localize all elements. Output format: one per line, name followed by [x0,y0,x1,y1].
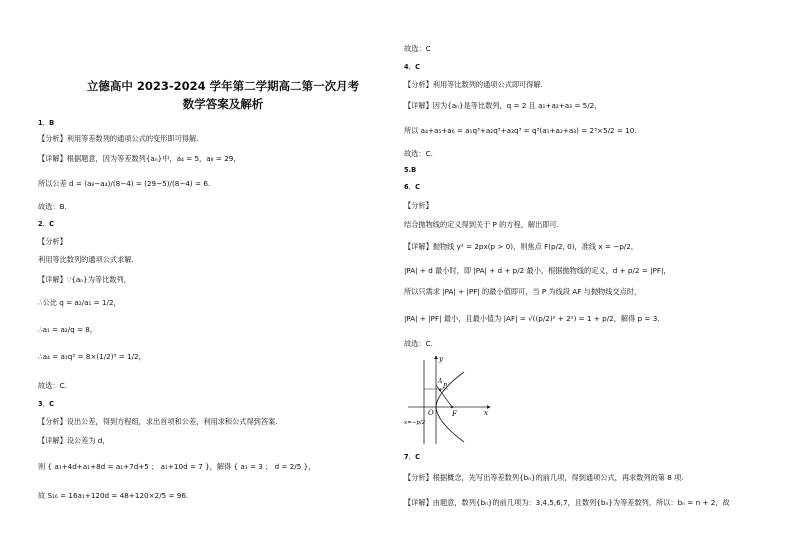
answer-2-analysis-heading: 【分析】 [38,237,67,246]
answer-2-step3: ∴a₄ = a₁q³ = 8×(1/2)³ = 1/2， [38,352,146,361]
answer-6-choice: 故选：C. [404,339,433,348]
answer-3-sum: 故 S₁₆ = 16a₁+120d = 48+120×2/5 = 96. [38,491,189,500]
directrix-label: x=−p/2 [404,420,426,426]
answer-7-analysis: 【分析】根据概念，先写出等差数列{bₙ}的前几项，得到通项公式，再求数列的第 8 项. [404,473,684,482]
document-title-line1: 立德高中 2023-2024 学年第二学期高二第一次月考 [86,79,360,93]
answer-6-number: 6．C [404,183,421,191]
answer-6-step3: |PA| + |PF| 最小，且最小值为 |AF| = √((p/2)² + 2²) = 1 + p/2，解得 p = 3. [404,314,660,323]
answer-2-analysis: 利用等比数列的通项公式求解. [38,255,134,264]
answer-6-detail: 【详解】抛物线 y² = 2px(p > 0)，则焦点 F(p/2, 0)，准线 x = −p/2， [404,242,638,251]
answer-3-number: 3．C [38,400,55,408]
focus-point [451,406,453,408]
focus-label: F [452,410,457,418]
answer-2-number: 2．C [38,220,55,228]
answer-3-system: 则 { a₁+4d+a₁+8d = a₁+7d+5 ； a₁+10d = 7 }，解得 { a₁ = 3 ； d = 2/5 }， [38,462,316,471]
document-title-line2: 数学答案及解析 [182,97,264,111]
answer-1-detail: 【详解】根据题意，因为等差数列{aₙ}中，a₄ = 5，a₈ = 29， [38,154,241,163]
answer-2-step2: ∴a₁ = a₂/q = 8， [38,325,98,334]
answer-6-step1: |PA| + d 最小时，即 |PA| + d + p/2 最小，根据抛物线的定义，d + p/2 = |PF|， [404,266,671,275]
answer-6-analysis: 结合抛物线的定义得到关于 P 的方程，解出即可. [404,220,559,229]
point-p [439,389,441,391]
parabola-graph [404,352,494,447]
answer-3-detail: 【详解】设公差为 d， [38,436,110,445]
origin-label: O [428,409,434,417]
answer-4-analysis: 【分析】利用等比数列的通项公式即可得解. [404,80,543,89]
answer-5: 5.B [404,166,417,174]
answer-2-choice: 故选：C. [38,381,67,390]
point-p-label: P [443,383,448,390]
answer-1-number: 1．B [38,119,55,127]
answer-7-detail: 【详解】由题意，数列{bₙ}的前几项为：3,4,5,6,7，且数列{bₙ}为等差数列，所以：bₙ = n + 2，故 [404,498,730,507]
answer-1-analysis: 【分析】利用等差数列的通项公式的变形即可得解. [38,134,199,143]
answer-4-formula: 所以 a₄+a₅+a₆ = a₁q³+a₂q³+a₃q³ = q³(a₁+a₂+a₃) = 2³×5/2 = 10. [404,126,637,135]
answer-1-formula: 所以公差 d = (a₈−a₄)/(8−4) = (29−5)/(8−4) = 6. [38,179,211,188]
answer-2-step1: ∴公比 q = a₂/a₁ = 1/2， [38,298,121,307]
x-axis-label: x [484,409,488,417]
answer-1-choice: 故选：B. [38,202,67,211]
answer-6-analysis-heading: 【分析】 [404,201,433,210]
answer-4-number: 4．C [404,63,421,71]
answer-3-analysis: 【分析】设出公差，得到方程组，求出首项和公差，利用求和公式得到答案. [38,417,278,426]
answer-7-number: 7．C [404,453,421,461]
answer-6-step2: 所以只需求 |PA| + |PF| 的最小值即可，当 P 为线段 AF 与抛物线交点时， [404,287,642,296]
answer-4-choice: 故选：C. [404,149,433,158]
answer-3-choice: 故选：C [404,44,431,53]
y-axis-label: y [439,355,443,363]
answer-4-detail: 【详解】因为{aₙ}是等比数列，q = 2 且 a₁+a₂+a₃ = 5/2， [404,101,602,110]
point-a-label: A [438,378,443,385]
answer-2-detail: 【详解】∵{aₙ}为等比数列， [38,275,131,284]
